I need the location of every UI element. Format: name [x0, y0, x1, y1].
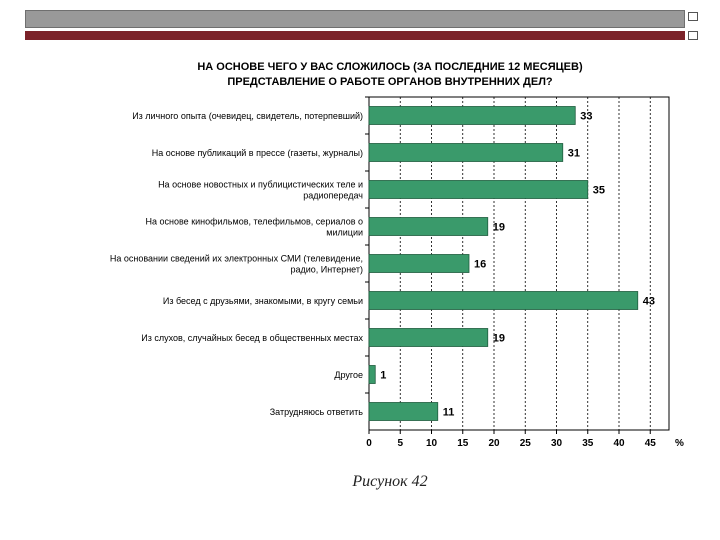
- category-label-line: На основе новостных и публицистических теле и: [158, 179, 363, 190]
- bar: [369, 181, 588, 199]
- bar: [369, 218, 488, 236]
- chart-title-line-1: НА ОСНОВЕ ЧЕГО У ВАС СЛОЖИЛОСЬ (ЗА ПОСЛЕДНИЕ 12 МЕСЯЦЕВ): [197, 61, 583, 73]
- bar-value-label: 1: [380, 369, 387, 382]
- bar-value-label: 19: [492, 332, 505, 345]
- category-label-line: Затрудняюсь ответить: [269, 407, 363, 417]
- x-tick-label: 20: [488, 438, 500, 449]
- category-label-line: радиопередач: [303, 190, 363, 201]
- chart-title-line-2: ПРЕДСТАВЛЕНИЕ О РАБОТЕ ОРГАНОВ ВНУТРЕННИХ ДЕЛ?: [227, 76, 553, 88]
- x-tick-label: 25: [519, 438, 531, 449]
- category-label: [132, 111, 363, 121]
- x-tick-label: 40: [613, 438, 625, 449]
- bar: [369, 144, 563, 162]
- bar: [369, 107, 575, 125]
- category-label: [158, 180, 363, 201]
- x-tick-label: 30: [550, 438, 563, 449]
- category-label-line: Другое: [334, 370, 363, 380]
- figure-caption: Рисунок 42: [352, 473, 428, 490]
- category-label-line: На основании сведений их электронных СМИ (телевидение,: [109, 253, 363, 264]
- bar-value-label: 19: [492, 221, 505, 234]
- category-label: [163, 296, 363, 306]
- category-label: [270, 407, 364, 417]
- category-label: [110, 254, 363, 275]
- bar-value-label: 43: [642, 295, 655, 308]
- category-label-line: На основе публикаций в прессе (газеты, журналы): [151, 148, 363, 158]
- category-label-line: Из бесед с друзьями, знакомыми, в кругу семьи: [162, 296, 363, 306]
- category-label: [152, 148, 363, 158]
- x-tick-label: 45: [644, 438, 656, 449]
- bar: [369, 329, 488, 347]
- bar: [369, 403, 438, 421]
- bar: [369, 366, 375, 384]
- bar-value-label: 35: [592, 184, 605, 197]
- bar: [369, 292, 638, 310]
- x-tick-label: 0: [366, 438, 372, 449]
- bar-value-label: 33: [580, 110, 593, 123]
- x-tick-label: 15: [457, 438, 469, 449]
- category-label: [146, 217, 363, 238]
- x-unit-label: %: [675, 438, 684, 449]
- category-label-line: милиции: [326, 227, 363, 238]
- bar-value-label: 11: [442, 406, 455, 419]
- bar: [369, 255, 469, 273]
- category-label-line: Из личного опыта (очевидец, свидетель, потерпевший): [132, 111, 363, 121]
- category-label-line: Из слухов, случайных бесед в общественных местах: [141, 333, 363, 343]
- category-label-line: На основе кинофильмов, телефильмов, сериалов о: [145, 216, 363, 227]
- bar-value-label: 31: [567, 147, 580, 160]
- x-tick-label: 5: [397, 438, 404, 449]
- category-label-line: радио, Интернет): [290, 264, 363, 275]
- category-label: [141, 333, 363, 343]
- category-label: [334, 370, 363, 380]
- bar-value-label: 16: [474, 258, 487, 271]
- x-tick-label: 10: [425, 438, 438, 449]
- x-tick-label: 35: [582, 438, 594, 449]
